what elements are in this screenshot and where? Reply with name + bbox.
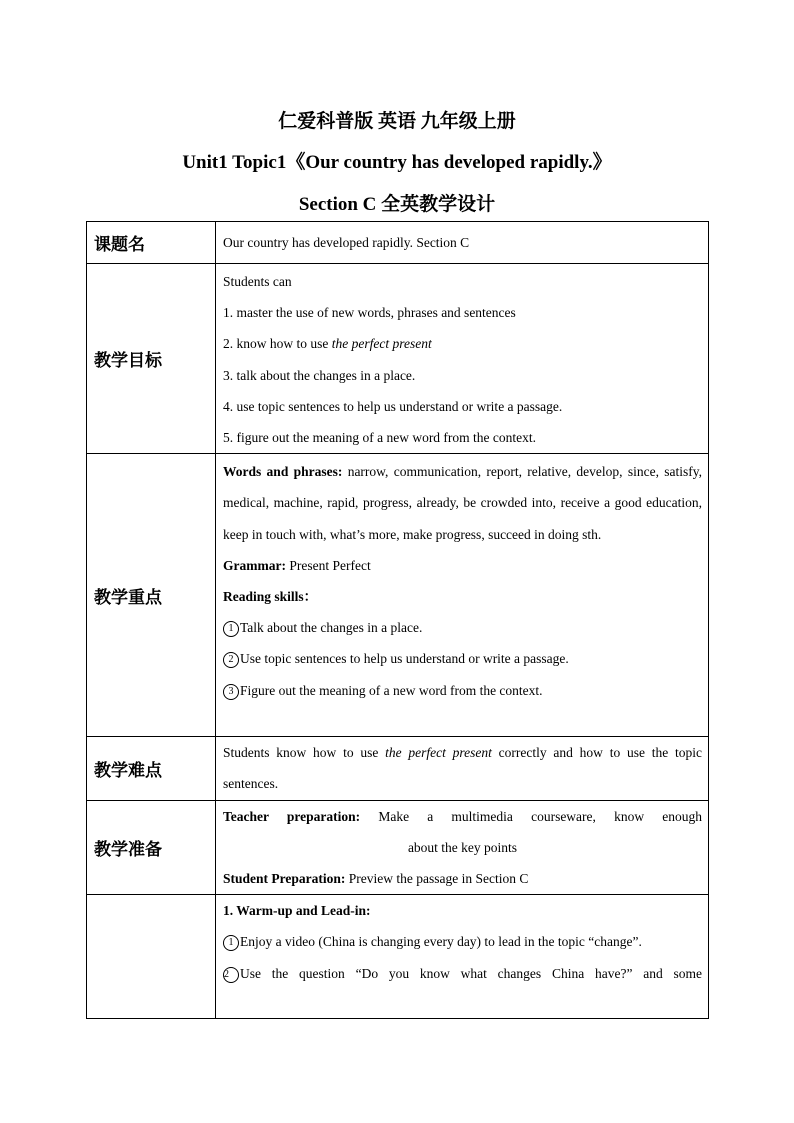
objective-item: 5. figure out the meaning of a new word from the context. [223,430,537,446]
table-row-keypoints [87,454,709,737]
row-label-topic: 课题名 [87,222,216,264]
procedure-content [223,895,702,1018]
preparation-cell [216,800,709,895]
table-row-procedure [87,895,709,1019]
objective-item: 1. master the use of new words, phrases and sentences [223,305,516,321]
reading-skills-heading: Reading skills： [223,589,318,605]
row-label-keypoints: 教学重点 [87,454,216,737]
procedure-item: 2 Use the question “Do you know what changes China have?” and some [224,965,702,981]
circled-number-icon: 1 [223,621,239,637]
row-label-procedure [87,895,216,1019]
skill-item: 1 Talk about the changes in a place. [223,612,702,643]
teacher-preparation-cont: about the key points [407,839,518,855]
row-label-difficulties: 教学难点 [87,737,216,800]
keypoints-cell [216,454,709,737]
difficulties-cell [216,737,709,800]
document-title: 仁爱科普版 英语 九年级上册 [278,111,516,132]
topic-text: Our country has developed rapidly. Section C [223,234,470,250]
grammar-line: Grammar: Present Perfect [223,557,371,573]
table-row-objectives [87,264,709,454]
circled-number-icon: 3 [223,684,239,700]
lesson-plan-table [86,221,709,1019]
skill-item: 3 Figure out the meaning of a new word from the context. [223,675,702,706]
unit-topic-title: Unit1 Topic1《Our country has developed rapidly.》 [182,152,612,173]
row-label-objectives: 教学目标 [87,264,216,454]
skill-item: 2 Use topic sentences to help us understand or write a passage. [223,643,702,674]
objective-item: 2. know how to use the perfect present [223,336,432,352]
teacher-preparation: Teacher preparation: Make a multimedia courseware, know enough [223,808,702,824]
procedure-cell [216,895,709,1019]
section-title: Section C 全英教学设计 [298,194,496,215]
student-preparation: Student Preparation: Preview the passage in Section C [223,871,529,887]
table-row-topic [87,222,709,264]
procedure-item: 1 Enjoy a video (China is changing every day) to lead in the topic “change”. [223,926,702,957]
table-row-preparation [87,800,709,895]
row-label-preparation: 教学准备 [87,800,216,895]
circled-number-icon: 1 [223,935,239,951]
step-title: 1. Warm-up and Lead-in: [223,903,371,919]
objective-item: 3. talk about the changes in a place. [223,367,416,383]
words-and-phrases: Words and phrases: narrow, communication, report, relative, develop, since, satisfy, medical, machine, rapid, progress, already, be crowded into, receive a good education, keep in touch with, what’s more, make progress, succeed in doing sth. [223,464,703,542]
circled-number-icon: 2 [223,967,239,983]
topic-cell [216,222,709,264]
objectives-intro: Students can [223,274,292,289]
circled-number-icon: 2 [223,652,239,668]
table-row-difficulties [87,737,709,800]
objectives-cell [216,264,709,454]
difficulties-text: Students know how to use the perfect present correctly and how to use the topic sentences. [223,745,702,792]
objective-item: 4. use topic sentences to help us understand or write a passage. [223,398,563,414]
